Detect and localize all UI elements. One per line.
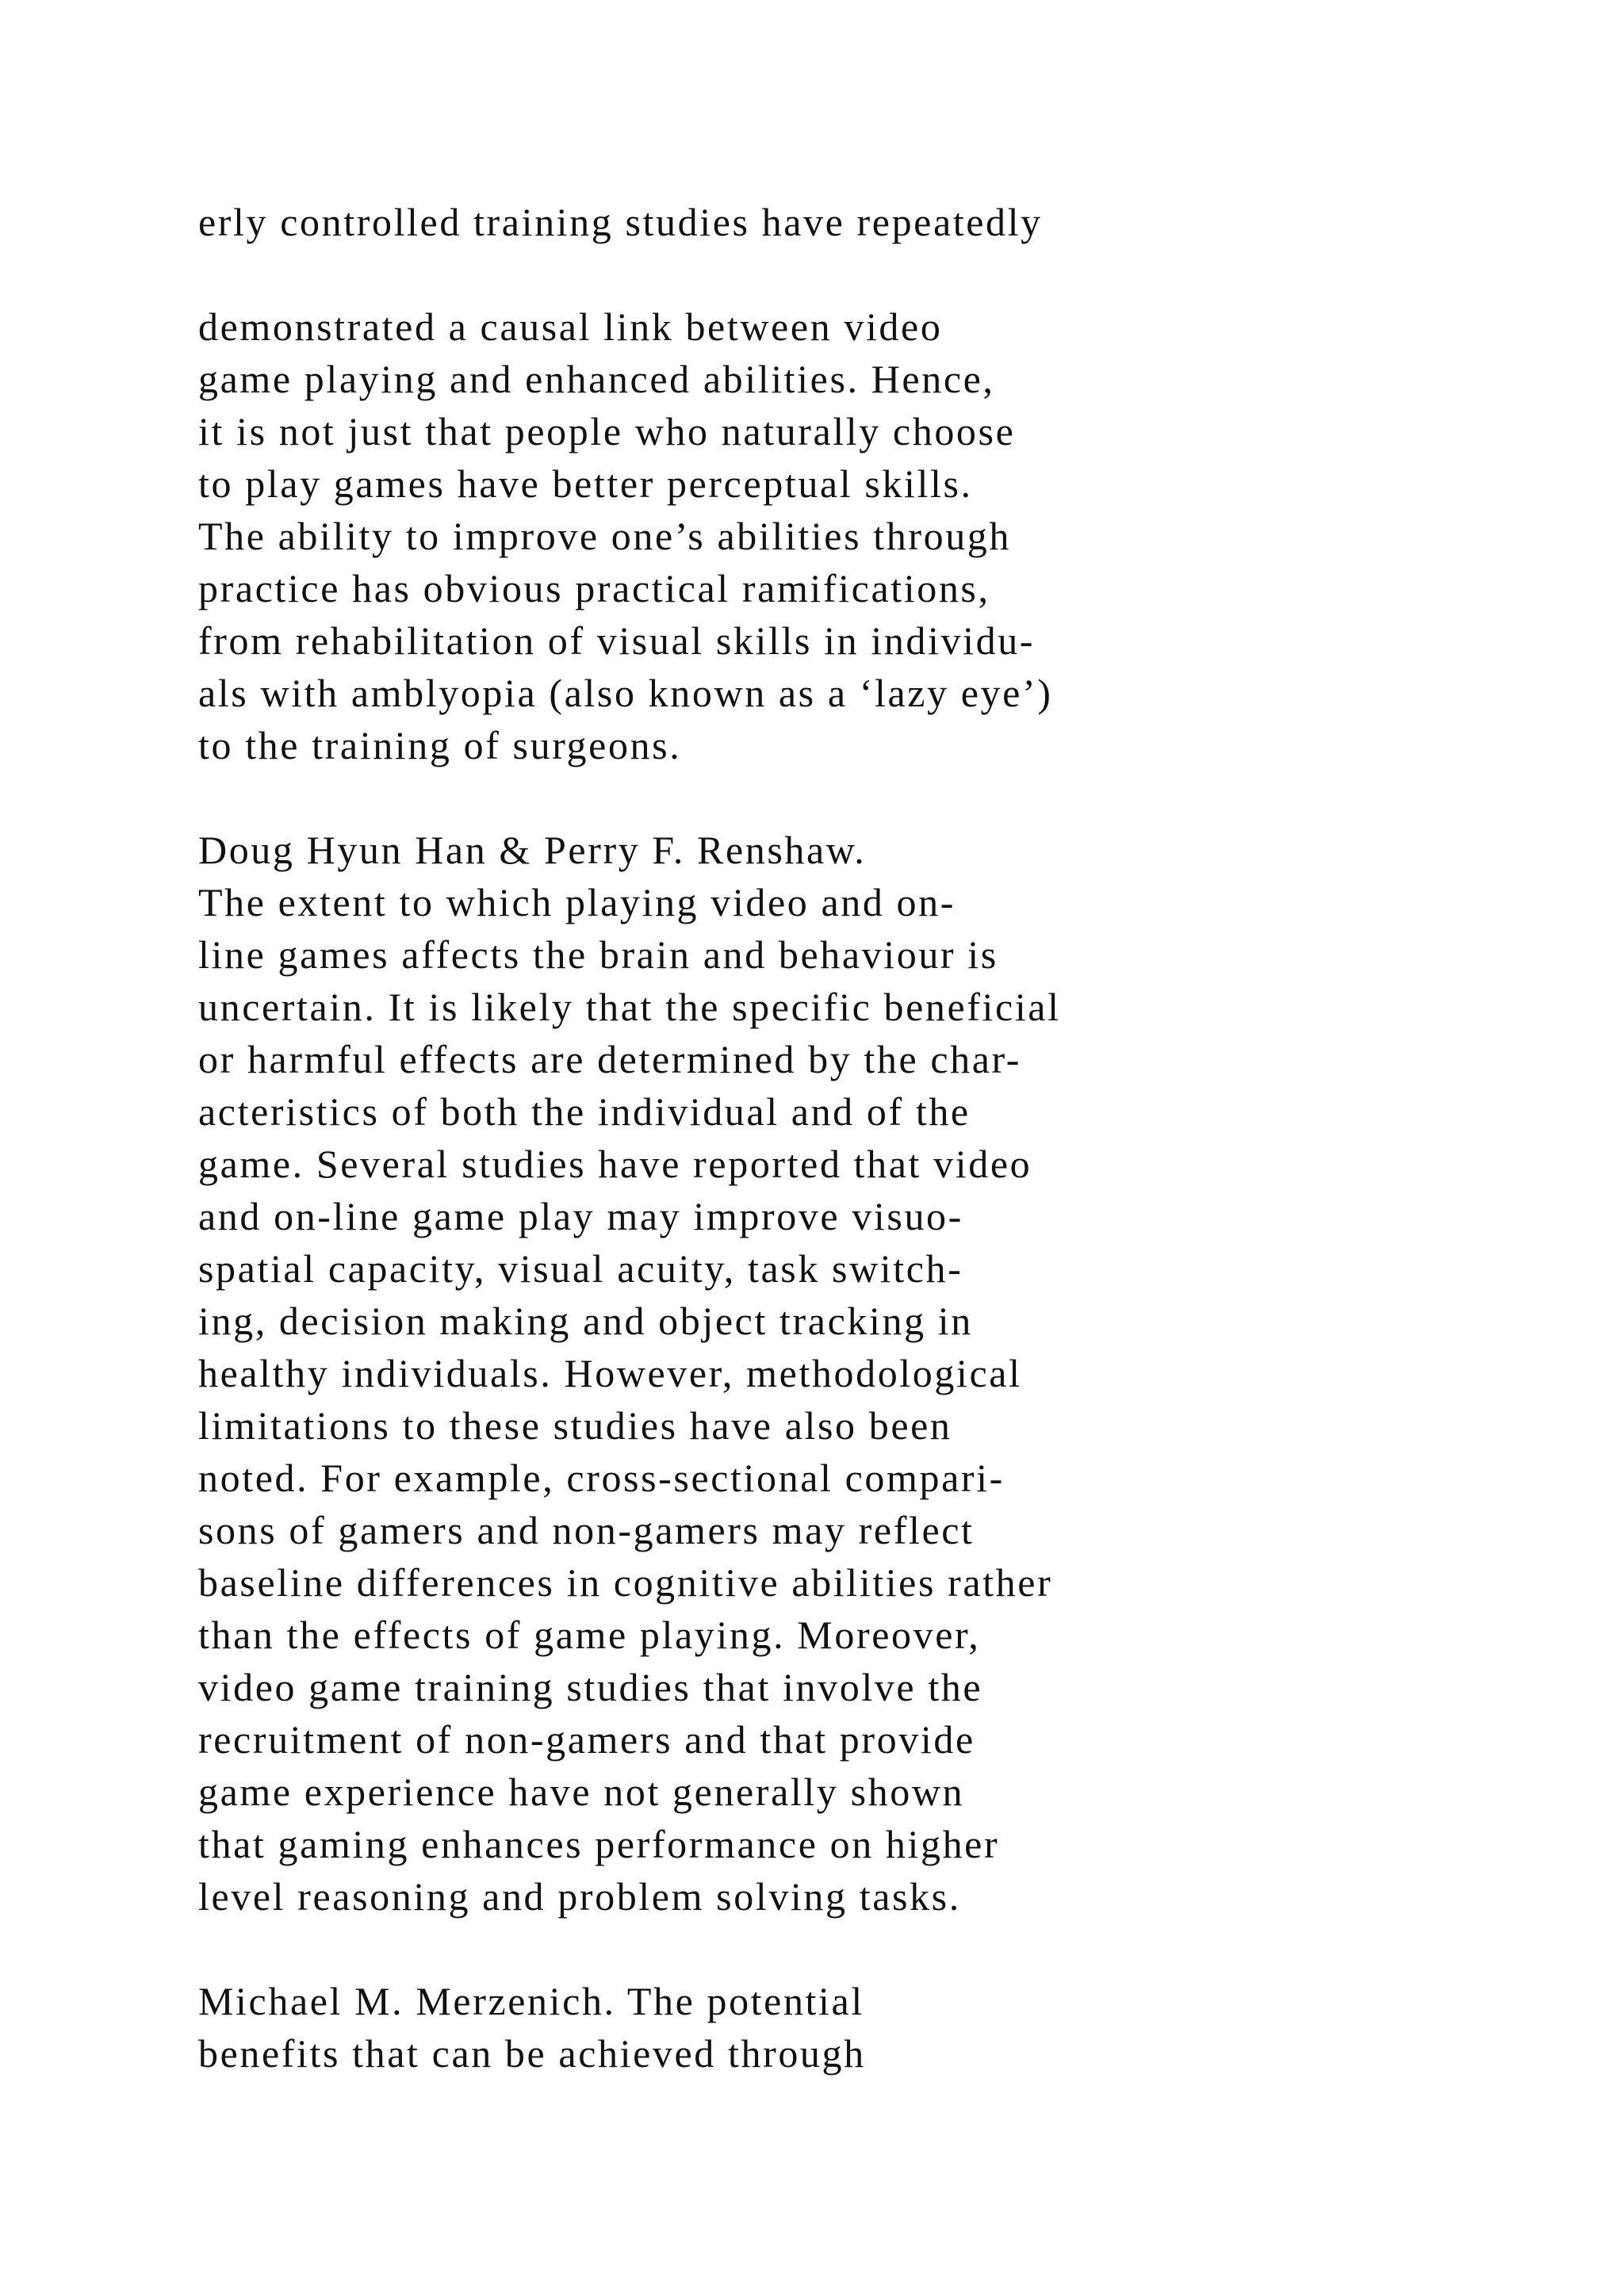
text-line: als with amblyopia (also known as a ‘lazy eye’) — [198, 671, 1053, 715]
text-line: it is not just that people who naturally choose — [198, 409, 1016, 453]
text-line: or harmful effects are determined by the char- — [198, 1037, 1022, 1081]
text-line: and on-line game play may improve visuo- — [198, 1194, 963, 1238]
text-line: that gaming enhances performance on higher — [198, 1822, 1000, 1866]
text-line: Michael M. Merzenich. The potential — [198, 1979, 864, 2023]
text-line: to the training of surgeons. — [198, 723, 682, 767]
text-line: The ability to improve one’s abilities through — [198, 514, 1011, 558]
text-line: line games affects the brain and behaviour is — [198, 932, 998, 977]
text-line: video game training studies that involve the — [198, 1665, 983, 1709]
text-line: game. Several studies have reported that video — [198, 1142, 1032, 1186]
text-line: game experience have not generally shown — [198, 1770, 965, 1814]
text-line: recruitment of non-gamers and that provide — [198, 1717, 975, 1762]
text-line: than the effects of game playing. Moreover, — [198, 1613, 981, 1657]
text-line: level reasoning and problem solving tasks. — [198, 1874, 961, 1919]
text-line: benefits that can be achieved through — [198, 2031, 866, 2076]
text-line: to play games have better perceptual skills. — [198, 461, 973, 506]
text-line: uncertain. It is likely that the specific beneficial — [198, 985, 1061, 1029]
text-line: spatial capacity, visual acuity, task switch- — [198, 1246, 963, 1291]
text-line: sons of gamers and non-gamers may reflect — [198, 1508, 975, 1552]
text-line: ing, decision making and object tracking in — [198, 1299, 973, 1343]
text-line: demonstrated a causal link between video — [198, 304, 943, 349]
text-line: healthy individuals. However, methodological — [198, 1351, 1022, 1395]
text-line: Doug Hyun Han & Perry F. Renshaw. — [198, 828, 867, 872]
text-line: limitations to these studies have also been — [198, 1403, 952, 1448]
text-line: noted. For example, cross-sectional compari- — [198, 1456, 1005, 1500]
text-line: from rehabilitation of visual skills in individu- — [198, 618, 1036, 663]
text-line: game playing and enhanced abilities. Hence, — [198, 357, 995, 401]
text-line: baseline differences in cognitive abilities rather — [198, 1560, 1053, 1605]
text-line: practice has obvious practical ramifications, — [198, 566, 990, 610]
text-line: acteristics of both the individual and of the — [198, 1089, 971, 1134]
text-line: The extent to which playing video and on- — [198, 880, 956, 924]
text-line: erly controlled training studies have repeatedly — [198, 200, 1043, 244]
